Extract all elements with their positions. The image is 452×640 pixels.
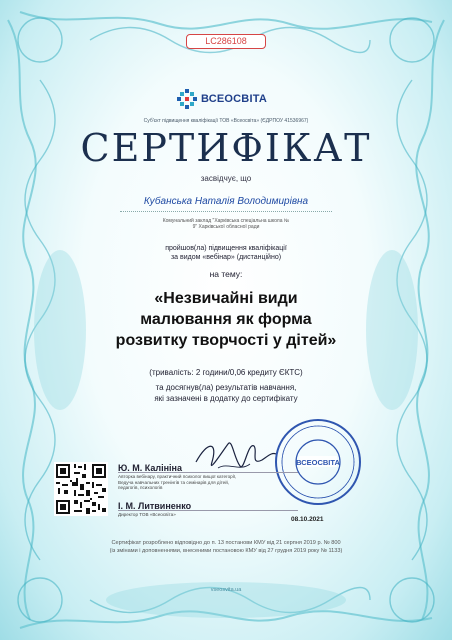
issue-date: 08.10.2021 [291,516,324,523]
achieved-line: та досягнув(ла) результатів навчання, [155,383,297,392]
signer-name: Ю. М. Калініна [118,463,182,473]
footnote-line: Сертифікат розроблено відповідно до п. 13 постанови КМУ від 21 серпня 2019 р. № 800 [111,540,341,546]
signer-role-line: Ведуча навчальних тренінгів та семінарів для дітей, [118,479,230,485]
topic-title [0,288,452,351]
name-underline [120,211,332,212]
director-role: Директор ТОВ «Всеосвіта» [118,512,176,517]
logo-snowflake-icon [176,88,198,110]
topic-label: на тему: [209,269,243,279]
organization-line: Комунальний заклад "Харківська спеціальна школа № [162,218,290,224]
achieved-line: які зазначені в додатку до сертифікату [154,394,298,403]
achieved-text [0,382,452,404]
vseosvita-logo [176,88,267,110]
certifies-text: засвідчує, що [200,174,252,183]
site-link[interactable]: vseosvita.ua [210,587,242,593]
stamp-text: ВСЕОСВІТА [296,458,340,467]
logo-text: ВСЕОСВІТА [201,93,268,105]
stamp-icon [272,416,364,508]
topic-line: малювання як форма [140,311,312,328]
subject-line: Суб'єкт підвищення кваліфікації ТОВ «Всеосвіта» (ЄДРПОУ 41536967) [143,118,309,124]
passed-line: пройшов(ла) підвищення кваліфікації [165,245,287,252]
footnote-line: (із змінами і доповненнями, внесеними постановою КМУ від 27 грудня 2019 року № 1133) [109,547,343,554]
certificate-code: LC286108 [186,34,266,49]
signer-role-line: Авторка вебінару, практичний психолог вищої категорії, [118,474,237,479]
topic-line: «Незвичайні види [154,290,298,307]
passed-line: за видом «вебінар» (дистанційно) [170,254,282,261]
recipient-name: Кубанська Наталія Володимирівна [143,196,309,207]
legal-footnote [0,540,452,555]
signer-role [118,474,248,491]
passed-text [0,244,452,262]
director-name: І. М. Литвиненко [118,501,192,511]
certificate-title: СЕРТИФІКАТ [80,126,372,170]
organization [0,218,452,230]
topic-line: розвитку творчості у дітей» [115,332,337,349]
signer-role-line: педагогів, психологів [118,485,163,491]
organization-line: 9" Харківської обласної ради [192,224,260,230]
qr-code-icon [54,462,108,516]
duration-text: (тривалість: 2 години/0,06 кредиту ЄКТС) [149,368,303,377]
